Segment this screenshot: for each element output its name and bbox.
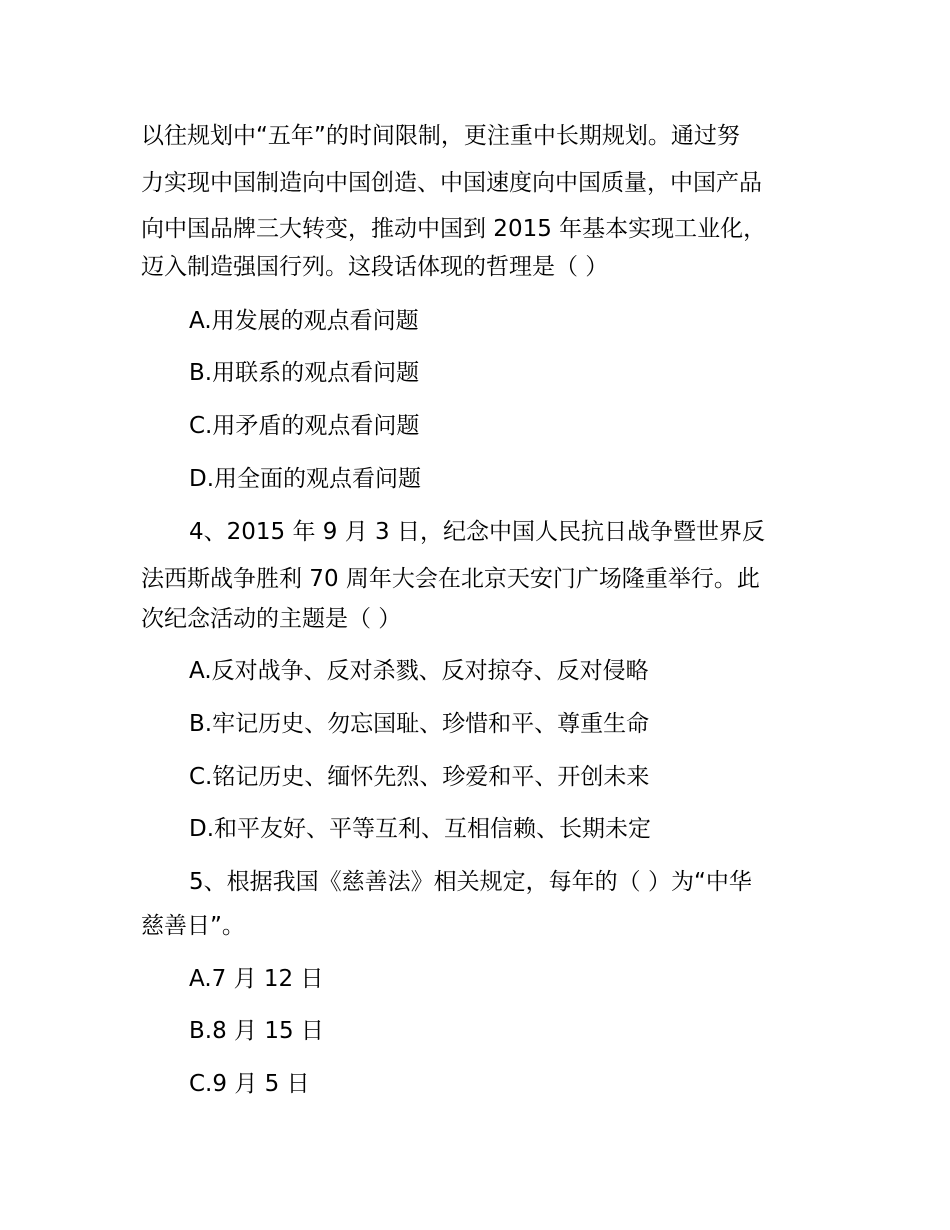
option-b: B.8 月 15 日 xyxy=(189,1018,324,1044)
option-c: C.铭记历史、缅怀先烈、珍爱和平、开创未来 xyxy=(189,764,650,790)
option-d: D.用全面的观点看问题 xyxy=(189,466,422,492)
question-4-text-line: 4、2015 年 9 月 3 日，纪念中国人民抗日战争暨世界反 xyxy=(189,519,765,545)
question-3-text-line: 向中国品牌三大转变，推动中国到 2015 年基本实现工业化， xyxy=(141,216,767,242)
question-5-text-line: 慈善日”。 xyxy=(141,913,245,939)
question-5-text-line: 5、根据我国《慈善法》相关规定，每年的（ ）为“中华 xyxy=(189,869,752,895)
option-d: D.和平友好、平等互利、互相信赖、长期未定 xyxy=(189,816,652,842)
question-4-text-line: 法西斯战争胜利 70 周年大会在北京天安门广场隆重举行。此 xyxy=(141,566,760,592)
question-4-text-line: 次纪念活动的主题是（ ） xyxy=(141,606,402,632)
option-a: A.7 月 12 日 xyxy=(189,966,324,992)
question-3-text-line: 迈入制造强国行列。这段话体现的哲理是（ ） xyxy=(141,254,609,280)
option-c: C.9 月 5 日 xyxy=(189,1071,310,1097)
option-a: A.反对战争、反对杀戮、反对掠夺、反对侵略 xyxy=(189,658,649,684)
question-3-text-line: 以往规划中“五年”的时间限制，更注重中长期规划。通过努 xyxy=(141,123,740,149)
option-c: C.用矛盾的观点看问题 xyxy=(189,413,420,439)
option-b: B.用联系的观点看问题 xyxy=(189,360,420,386)
question-3-text-line: 力实现中国制造向中国创造、中国速度向中国质量，中国产品 xyxy=(141,170,762,196)
option-b: B.牢记历史、勿忘国耻、珍惜和平、尊重生命 xyxy=(189,711,650,737)
option-a: A.用发展的观点看问题 xyxy=(189,308,419,334)
